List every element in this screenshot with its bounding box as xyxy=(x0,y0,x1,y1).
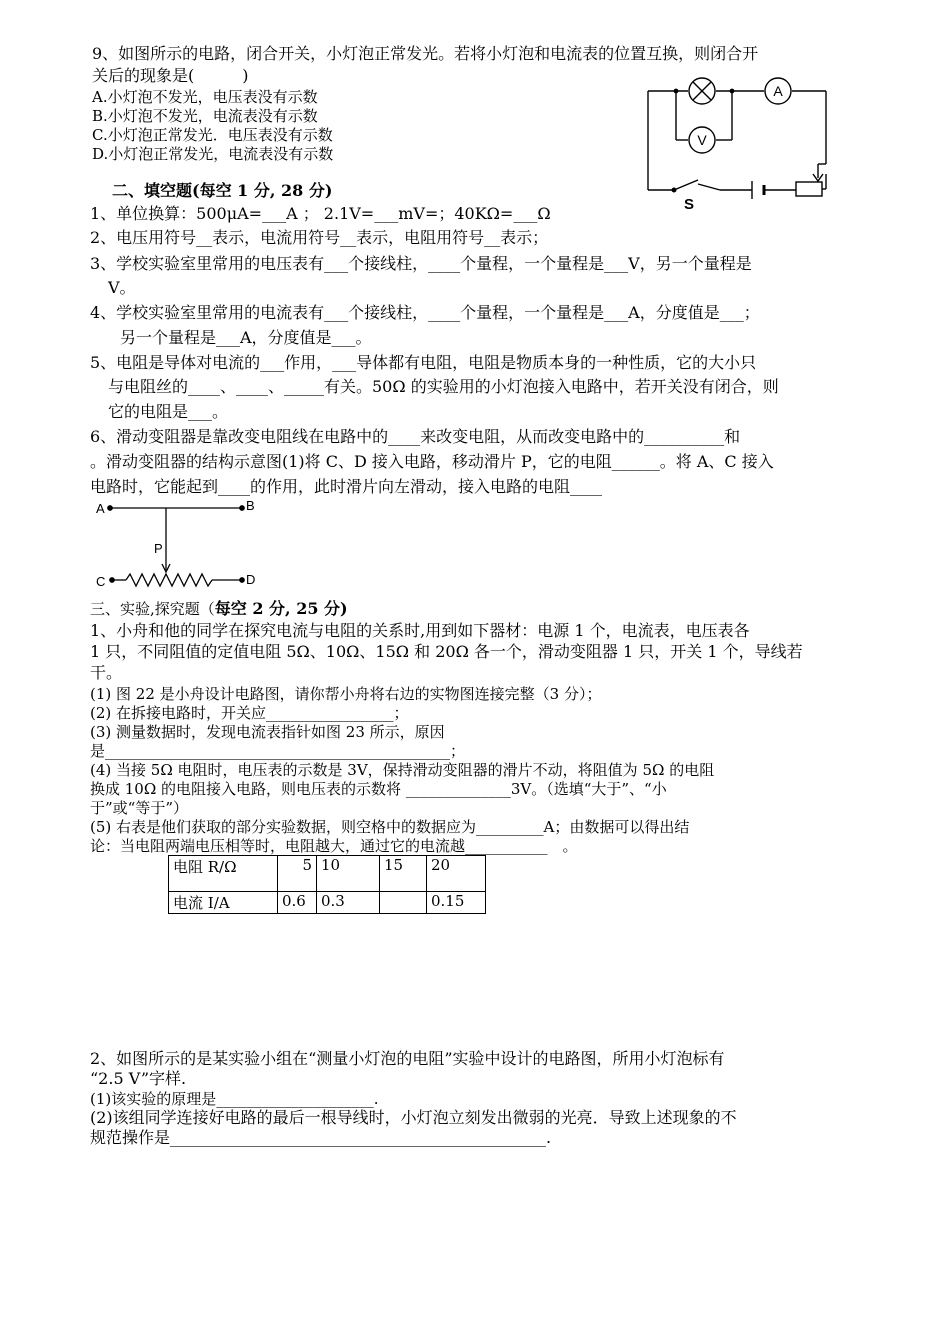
s3-q2-line-c: (1)该实验的原理是_____________________. xyxy=(90,1090,379,1108)
section-2-title: 二、填空题(每空 1 分, 28 分) xyxy=(112,181,333,200)
s3-part-4b: 换成 10Ω 的电阻接入电路，则电压表的示数将 ______________3V。（选填“大于”、“小 xyxy=(90,780,667,798)
q9-option-d: D.小灯泡正常发光，电流表没有示数 xyxy=(92,145,334,163)
s2-line-5a: 5、电阻是导体对电流的___作用，___导体都有电阻，电阻是物质本身的一种性质，它的大小只 xyxy=(90,353,757,372)
q9-stem-line1: 9、如图所示的电路，闭合开关，小灯泡正常发光。若将小灯泡和电流表的位置互换，则闭合开 xyxy=(92,44,759,63)
s3-part-4c: 于”或“等于”） xyxy=(90,799,189,817)
s2-line-1: 1、单位换算：500μA=___A ； 2.1V=___mV=；40KΩ=___Ω xyxy=(90,204,551,223)
rheostat-label-b: B xyxy=(246,498,255,513)
q9-option-b: B.小灯泡不发光，电流表没有示数 xyxy=(92,107,318,125)
s3-q2-line-b: “2.5 V”字样. xyxy=(90,1069,187,1088)
ammeter-label: A xyxy=(773,83,783,99)
q9-option-a: A.小灯泡不发光，电压表没有示数 xyxy=(92,88,318,106)
data-table xyxy=(168,855,486,914)
table-cell: 5 xyxy=(278,856,317,892)
table-cell: 15 xyxy=(380,856,427,892)
s3-q2-line-a: 2、如图所示的是某实验小组在“测量小灯泡的电阻”实验中设计的电路图，所用小灯泡标有 xyxy=(90,1049,725,1068)
s3-part-4a: (4) 当接 5Ω 电阻时，电压表的示数是 3V，保持滑动变阻器的滑片不动，将阻值为 5Ω 的电阻 xyxy=(90,761,715,779)
s2-line-3a: 3、学校实验室里常用的电压表有___个接线柱，____个量程，一个量程是___V，另一个量程是 xyxy=(90,254,752,273)
table-header-resistance: 电阻 R/Ω xyxy=(169,856,278,892)
s2-line-6b: 。滑动变阻器的结构示意图(1)将 C、D 接入电路，移动滑片 P，它的电阻______。将 A、C 接入 xyxy=(90,452,774,471)
q9-stem-line2: 关后的现象是( ) xyxy=(92,66,249,85)
table-header-current: 电流 I/A xyxy=(169,892,278,914)
table-cell: 20 xyxy=(427,856,486,892)
s3-q1-line-c: 干。 xyxy=(90,663,123,682)
table-cell: 10 xyxy=(317,856,380,892)
table-row xyxy=(169,856,486,892)
s3-q2-line-d: (2)该组同学连接好电路的最后一根导线时，小灯泡立刻发出微弱的光亮．导致上述现象的不 xyxy=(90,1108,737,1127)
rheostat-label-d: D xyxy=(246,572,256,587)
table-cell: 0.15 xyxy=(427,892,486,914)
s2-line-5b: 与电阻丝的____、____、_____有关。50Ω 的实验用的小灯泡接入电路中，若开关没有闭合，则 xyxy=(108,377,779,396)
s2-line-5c: 它的电阻是___。 xyxy=(108,402,229,421)
switch-label: S xyxy=(684,196,695,213)
s2-line-6c: 电路时，它能起到____的作用，此时滑片向左滑动，接入电路的电阻____ xyxy=(90,477,603,496)
rheostat-label-a: A xyxy=(96,501,105,516)
voltmeter-label: V xyxy=(697,132,707,148)
q9-option-c: C.小灯泡正常发光．电压表没有示数 xyxy=(92,126,333,144)
table-row xyxy=(169,892,486,914)
table-cell: 0.6 xyxy=(278,892,317,914)
section-3-title-b: 每空 2 分, 25 分) xyxy=(214,599,348,618)
s3-part-5b: 论：当电阻两端电压相等时，电阻越大，通过它的电流越___________ 。 xyxy=(90,837,578,855)
s3-q1-line-b: 1 只，不同阻值的定值电阻 5Ω、10Ω、15Ω 和 20Ω 各一个，滑动变阻器 1 只，开关 1 个，导线若 xyxy=(90,642,803,661)
s2-line-4a: 4、学校实验室里常用的电流表有___个接线柱，____个量程，一个量程是___A，分度值是___； xyxy=(90,303,760,322)
s3-q2-line-e: 规范操作是_______________________________________________. xyxy=(90,1128,552,1147)
section-3-title-a: 三、实验,探究题（ xyxy=(90,600,215,618)
s3-part-5a: (5) 右表是他们获取的部分实验数据，则空格中的数据应为_________A；由数据可以得出结 xyxy=(90,818,690,836)
s3-part-3b: 是______________________________________________； xyxy=(90,742,466,760)
circuit-diagram xyxy=(640,74,840,214)
rheostat-diagram xyxy=(92,496,267,596)
s3-q1-line-a: 1、小舟和他的同学在探究电流与电阻的关系时,用到如下器材：电源 1 个，电流表，电压表各 xyxy=(90,621,750,640)
s3-part-3a: (3) 测量数据时，发现电流表指针如图 23 所示，原因 xyxy=(90,723,445,741)
table-cell: 0.3 xyxy=(317,892,380,914)
s2-line-2: 2、电压用符号__表示，电流用符号__表示，电阻用符号__表示； xyxy=(90,228,549,247)
s2-line-4b: 另一个量程是___A，分度值是___。 xyxy=(120,328,372,347)
rheostat-label-p: P xyxy=(154,541,163,556)
s3-part-2: (2) 在拆接电路时，开关应_________________； xyxy=(90,704,409,722)
s2-line-3b: V。 xyxy=(108,278,136,297)
s2-line-6a: 6、滑动变阻器是靠改变电阻线在电路中的____来改变电阻，从而改变电路中的__________和 xyxy=(90,427,741,446)
s3-part-1: (1) 图 22 是小舟设计电路图，请你帮小舟将右边的实物图连接完整（3 分）； xyxy=(90,685,602,703)
table-cell-blank xyxy=(380,892,427,914)
rheostat-label-c: C xyxy=(96,574,106,589)
section-3-title xyxy=(90,599,348,619)
